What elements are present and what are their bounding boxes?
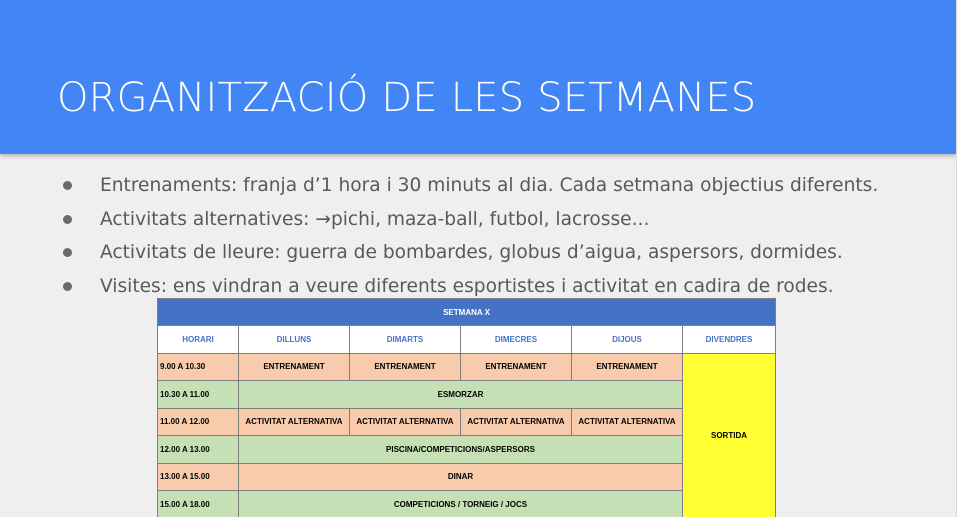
bullet-text: Entrenaments: franja d’1 hora i 30 minuts al dia. Cada setmana objectius diferents. — [100, 175, 879, 196]
schedule-week-banner: SETMANA X — [158, 299, 776, 326]
header-wednesday: DIMECRES — [461, 326, 572, 354]
competitions-cell: COMPETICIONS / TORNEIG / JOCS — [239, 491, 683, 517]
window-edge — [956, 0, 962, 517]
time-cell: 15.00 A 18.00 — [158, 491, 239, 517]
bullet-item — [60, 237, 878, 271]
header-schedule: HORARI — [158, 326, 239, 354]
time-cell: 9.00 A 10.30 — [158, 353, 239, 381]
breakfast-cell: ESMORZAR — [239, 381, 683, 409]
training-cell: ENTRENAMENT — [572, 353, 683, 381]
training-cell: ENTRENAMENT — [239, 353, 350, 381]
header-friday: DIVENDRES — [683, 326, 776, 354]
header-thursday: DIJOUS — [572, 326, 683, 354]
time-cell: 11.00 A 12.00 — [158, 408, 239, 436]
time-cell: 12.00 A 13.00 — [158, 436, 239, 464]
time-cell: 13.00 A 15.00 — [158, 463, 239, 491]
table-row — [158, 353, 776, 381]
activity-cell: ACTIVITAT ALTERNATIVA — [239, 408, 350, 436]
header-monday: DILLUNS — [239, 326, 350, 354]
bullet-text: Activitats de lleure: guerra de bombardes, globus d’aigua, aspersors, dormides. — [100, 242, 843, 263]
bullet-item — [60, 170, 878, 204]
bullet-dot-icon — [63, 181, 72, 190]
friday-outing-cell: SORTIDA — [683, 353, 776, 517]
lunch-cell: DINAR — [239, 463, 683, 491]
slide-title: ORGANITZACIÓ DE LES SETMANES — [57, 75, 757, 121]
activity-cell: ACTIVITAT ALTERNATIVA — [461, 408, 572, 436]
activity-cell: ACTIVITAT ALTERNATIVA — [572, 408, 683, 436]
bullet-dot-icon — [63, 215, 72, 224]
bullet-item — [60, 204, 878, 238]
bullet-dot-icon — [63, 248, 72, 257]
bullet-list — [60, 170, 878, 304]
pool-cell: PISCINA/COMPETICIONS/ASPERSORS — [239, 436, 683, 464]
activity-cell: ACTIVITAT ALTERNATIVA — [350, 408, 461, 436]
bullet-text: Activitats alternatives: →pichi, maza-ball, futbol, lacrosse... — [100, 208, 650, 230]
weekly-schedule-table — [157, 298, 776, 517]
header-tuesday: DIMARTS — [350, 326, 461, 354]
time-cell: 10.30 A 11.00 — [158, 381, 239, 409]
training-cell: ENTRENAMENT — [350, 353, 461, 381]
slide-header — [0, 0, 956, 154]
bullet-text: Visites: ens vindran a veure diferents esportistes i activitat en cadira de rodes. — [100, 275, 834, 297]
bullet-dot-icon — [63, 282, 72, 291]
training-cell: ENTRENAMENT — [461, 353, 572, 381]
